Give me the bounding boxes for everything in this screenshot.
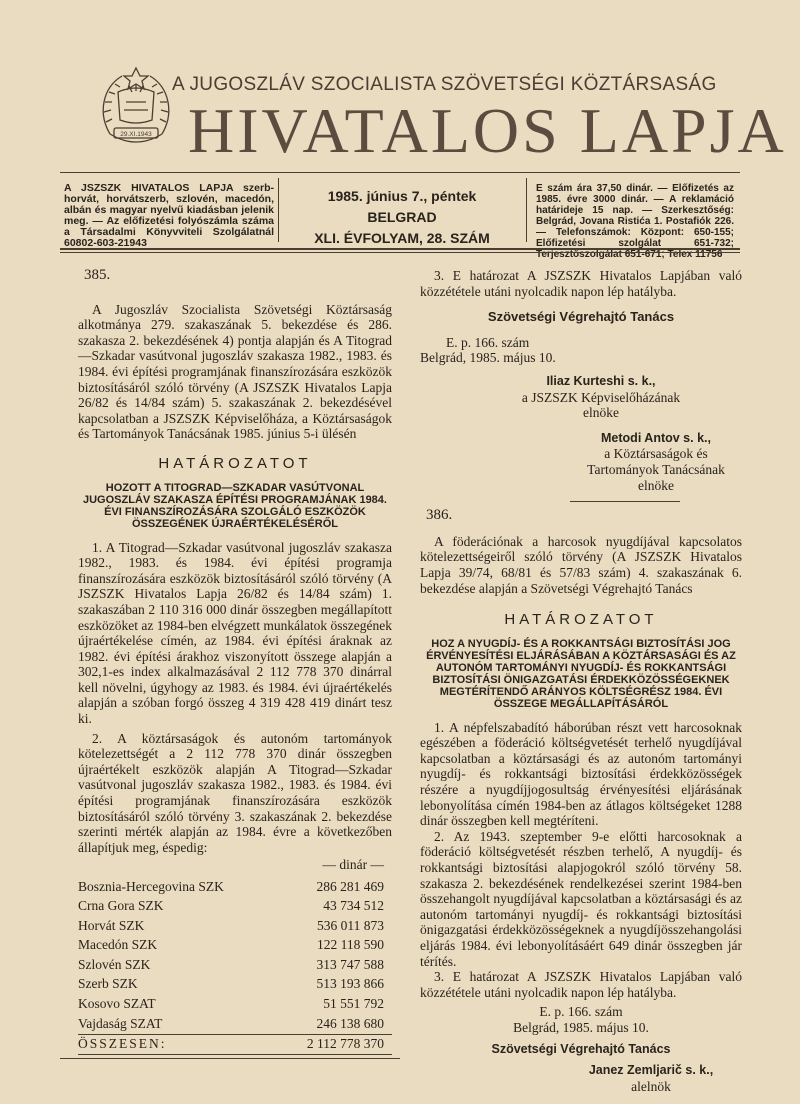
total-value: 2 112 778 370 <box>276 1034 392 1055</box>
act-number-386: 386. <box>426 507 453 524</box>
act-386-place-date: Belgrád, 1985. május 10. <box>513 1019 649 1035</box>
table-row <box>78 1014 392 1034</box>
row-value: 122 118 590 <box>317 937 384 953</box>
issue-date: 1985. június 7., péntek <box>327 188 477 204</box>
header-issue-info <box>292 186 512 249</box>
act-386-issuer: Szövetségi Végrehajtó Tanács <box>491 1041 671 1056</box>
act-385-heading: HATÁROZATOT <box>158 454 312 472</box>
act-number-385: 385. <box>84 267 111 283</box>
table-row <box>78 936 392 956</box>
row-value: 43 734 512 <box>323 898 384 914</box>
table-row <box>78 897 392 917</box>
row-name: Macedón SZK <box>78 937 158 953</box>
signatory-2-role-1: a Köztársaságok és <box>604 446 708 462</box>
table-unit: — dinár — <box>322 857 384 873</box>
signatory-2-role-3: elnöke <box>638 477 674 493</box>
header-price-info: E szám ára 37,50 dinár. — Előfizetés az 1985. évre 3000 dinár. — A reklamáció határideje 15 nap. — Szerkesztőség: Belgrád, Jovana Ristića 1. Postafiók 226. — Telefonszámok: Központ: 650-155; Előfizetési szolgálat 651-732; Terjesztőszolgálat 651-671; Telex 11756 <box>536 183 734 260</box>
signatory-1-name: Iliaz Kurteshi s. k., <box>546 373 656 388</box>
header-top-rule <box>60 172 740 173</box>
act-386-reference: E. p. 166. szám <box>539 1004 623 1020</box>
header-bottom-rule <box>60 248 740 250</box>
row-value: 286 281 469 <box>316 878 384 894</box>
row-name: Vajdaság SZAT <box>78 1015 163 1031</box>
row-name: Kosovo SZAT <box>78 996 156 1012</box>
act-385-preamble: A Jugoszláv Szocialista Szövetségi Köztársaság alkotmánya 279. szakaszának 5. bekezdése és 286. szakasza 2. bekezdésének 4) pontja alapján és A Titograd—Szkadar vasútvonal jugoszláv szakasza 1982., 1983. és 1984. évi építési programjának finanszírozására eszközök biztosításáról szóló törvény (A JSZSZK Hivatalos Lapja 26/82 és 14/84 szám) 5. szakaszának 2. bekezdésével kapcsolatban a JSZSZK Képviselőháza, a Köztársaságok és Tartományok Tanácsának 1985. június 5-i ülésén <box>78 301 392 442</box>
header-divider-right <box>526 178 527 242</box>
emblem-date: 29.XI.1943 <box>120 131 152 138</box>
signatory-2-name: Metodi Antov s. k., <box>601 430 711 445</box>
total-label: ÖSSZESEN: <box>78 1034 276 1055</box>
footer-rule <box>60 1058 400 1059</box>
act-385-reference: E. p. 166. szám <box>446 334 530 350</box>
act-385-para-2: 2. A köztársaságok és autonóm tartományok kötelezettségét a 2 112 778 370 dinár összegben újraértékelt eszközök alapján A Titograd—Szkadar vasútvonal jugoszláv szakasza 1982., 1983. és 1984. évi építési programjának finanszírozására eszközök biztosításáról szóló törvény 3. szakaszának 2. bekezdése szerinti mérték alapján az 1984. évre a következőben állapítjuk meg, éspedig: <box>78 730 392 855</box>
republic-name: A JUGOSZLÁV SZOCIALISTA SZÖVETSÉGI KÖZTÁRSASÁG <box>172 74 717 95</box>
table-row <box>78 955 392 975</box>
table-row <box>78 995 392 1015</box>
act-385-place-date: Belgrád, 1985. május 10. <box>420 350 556 366</box>
act-385-issuer: Szövetségi Végrehajtó Tanács <box>487 309 675 325</box>
act-385-title: HOZOTT A TITOGRAD—SZKADAR VASÚTVONAL JUGOSZLÁV SZAKASZA ÉPÍTÉSI PROGRAMJÁNAK 1984. ÉVI FINANSZÍROZÁSÁRA SZOLGÁLÓ ESZKÖZÖK ÖSSZEGÉNEK ÚJRAÉRTÉKELÉSÉRŐL <box>83 481 387 530</box>
act-386-title: HOZ A NYUGDÍJ- ÉS A ROKKANTSÁGI BIZTOSÍTÁSI JOG ÉRVÉNYESÍTÉSI ELJÁRÁSÁBAN A KÖZTÁRSASÁGI ÉS AZ AUTONÓM TARTOMÁNYI NYUGDÍJ- ÉS ROKKANTSÁGI BIZTOSÍTÁSI ÖNIGAZGATÁSI ÉRDEKKÖZÖSSÉGEKNEK MEGTÉRÍTENDŐ ARÁNYOS KÖLTSÉGRÉSZ 1984. ÉVI ÖSSZEGE MEGÁLLAPÍTÁSÁRÓL <box>426 637 736 710</box>
row-value: 513 193 866 <box>316 976 384 992</box>
act-386-para-3: 3. E határozat A JSZSZK Hivatalos Lapjában való közzététele utáni nyolcadik napon lép hatályba. <box>420 969 742 1000</box>
act-386-heading: HATÁROZATOT <box>504 611 658 629</box>
table-total-row <box>78 1034 392 1055</box>
act-386-para-2: 2. Az 1943. szeptember 9-e előtti harcosoknak a föderáció költségvetését részben terhelő, A nyugdíj- és rokkantsági biztosítási alapjogokról szóló törvény 58. szakasza 2. bekezdésének rendelkezései szerint 1984-ben összehangolt nyugdíjával kapcsolatban a köztársasági és az autonóm tartományi nyugdíj- és rokkantsági biztosítási önigazgatási érdekközösségeknek a nyugdíjösszehangolási eljárás 1984. évi lebonyolításáért 649 dinár összegben jár térítés. <box>420 828 742 969</box>
allocation-table <box>78 877 392 1055</box>
row-name: Szerb SZK <box>78 976 138 992</box>
act-386-para-1: 1. A népfelszabadító háborúban részt vett harcosoknak egészében a föderáció költségvetését terhelő nyugdíjával kapcsolatban a köztársasági és az autonóm tartományi nyugdíj- és rokkantsági biztosítási érdekközösségek részére a nyugdíjjogosultság érvényesítési eljárásának lebonyolítása címén 1984-ben az átlagos költségeket 1288 dinár összegben kell megtéríteni. <box>420 719 742 829</box>
signatory-3-name: Janez Zemljarič s. k., <box>588 1063 714 1078</box>
row-value: 246 138 680 <box>316 1015 384 1031</box>
signatory-1-role-suffix: elnöke <box>583 405 619 421</box>
state-emblem-icon <box>96 62 176 154</box>
header-subscription-info: A JSZSZK HIVATALOS LAPJA szerb-horvát, horvátszerb, szlovén, macedón, albán és magyar nyelvű kiadásban jelenik meg. — Az előfizetési folyószámla száma a Társadalmi Könyvviteli Szolgálatnál 60802-603-21943 <box>64 182 274 249</box>
table-row <box>78 975 392 995</box>
row-name: Crna Gora SZK <box>78 898 164 914</box>
act-385-para-3: 3. E határozat A JSZSZK Hivatalos Lapjában való közzététele utáni nyolcadik napon lép hatályba. <box>420 268 742 299</box>
act-385-para-1: 1. A Titograd—Szkadar vasútvonal jugoszláv szakasza 1982., 1983. és 1984. évi építési programja finanszírozására eszközök biztosításáról szóló törvény (A JSZSZK Hivatalos Lapja 26/82 és 14/84 szám) 1. szakaszában 2 110 316 000 dinár összegben megállapított eszközöket az 1984-ben elvégzett munkálatok összegének újraértékelése címén, az 1984. évi építési áraknak az 1982. évi építési árakhoz viszonyított összege alapján a 302,1-es index alkalmazásával 2 112 778 370 dinárral kell növelni, úgyhogy az 1983. és 1984. évi újraértékelés alapján a szóban forgó összeg 4 319 428 419 dinárt tesz ki. <box>78 539 392 727</box>
signature-block-2 <box>570 431 742 493</box>
row-name: Horvát SZK <box>78 917 145 933</box>
journal-title: HIVATALOS LAPJA <box>188 95 787 166</box>
signature-block-1 <box>460 374 742 421</box>
row-name: Szlovén SZK <box>78 956 151 972</box>
section-divider <box>570 501 680 502</box>
right-column <box>420 268 742 1094</box>
issue-volume: XLI. ÉVFOLYAM, 28. SZÁM <box>314 230 490 246</box>
row-value: 51 551 792 <box>323 996 384 1012</box>
signatory-1-role: a JSZSZK Képviselőházának <box>521 389 681 405</box>
table-row <box>78 877 392 897</box>
row-name: Bosznia-Hercegovina SZK <box>78 878 224 894</box>
row-value: 536 011 873 <box>317 917 384 933</box>
act-386-preamble: A föderációnak a harcosok nyugdíjával kapcsolatos kötelezettségeiről szóló törvény (A JSZSZK Hivatalos Lapja 39/74, 68/81 és 57/83 szám) 4. szakaszának 6. bekezdése alapján a Szövetségi Végrehajtó Tanács <box>420 533 742 596</box>
issue-place: BELGRAD <box>367 209 437 225</box>
row-value: 313 747 588 <box>316 956 384 972</box>
signatory-2-role-2: Tartományok Tanácsának <box>587 461 725 477</box>
left-column <box>78 268 392 1055</box>
header-bottom-rule-thin <box>60 252 740 253</box>
table-row <box>78 916 392 936</box>
signatory-3-role: alelnök <box>631 1078 671 1094</box>
header-divider-left <box>278 178 279 242</box>
